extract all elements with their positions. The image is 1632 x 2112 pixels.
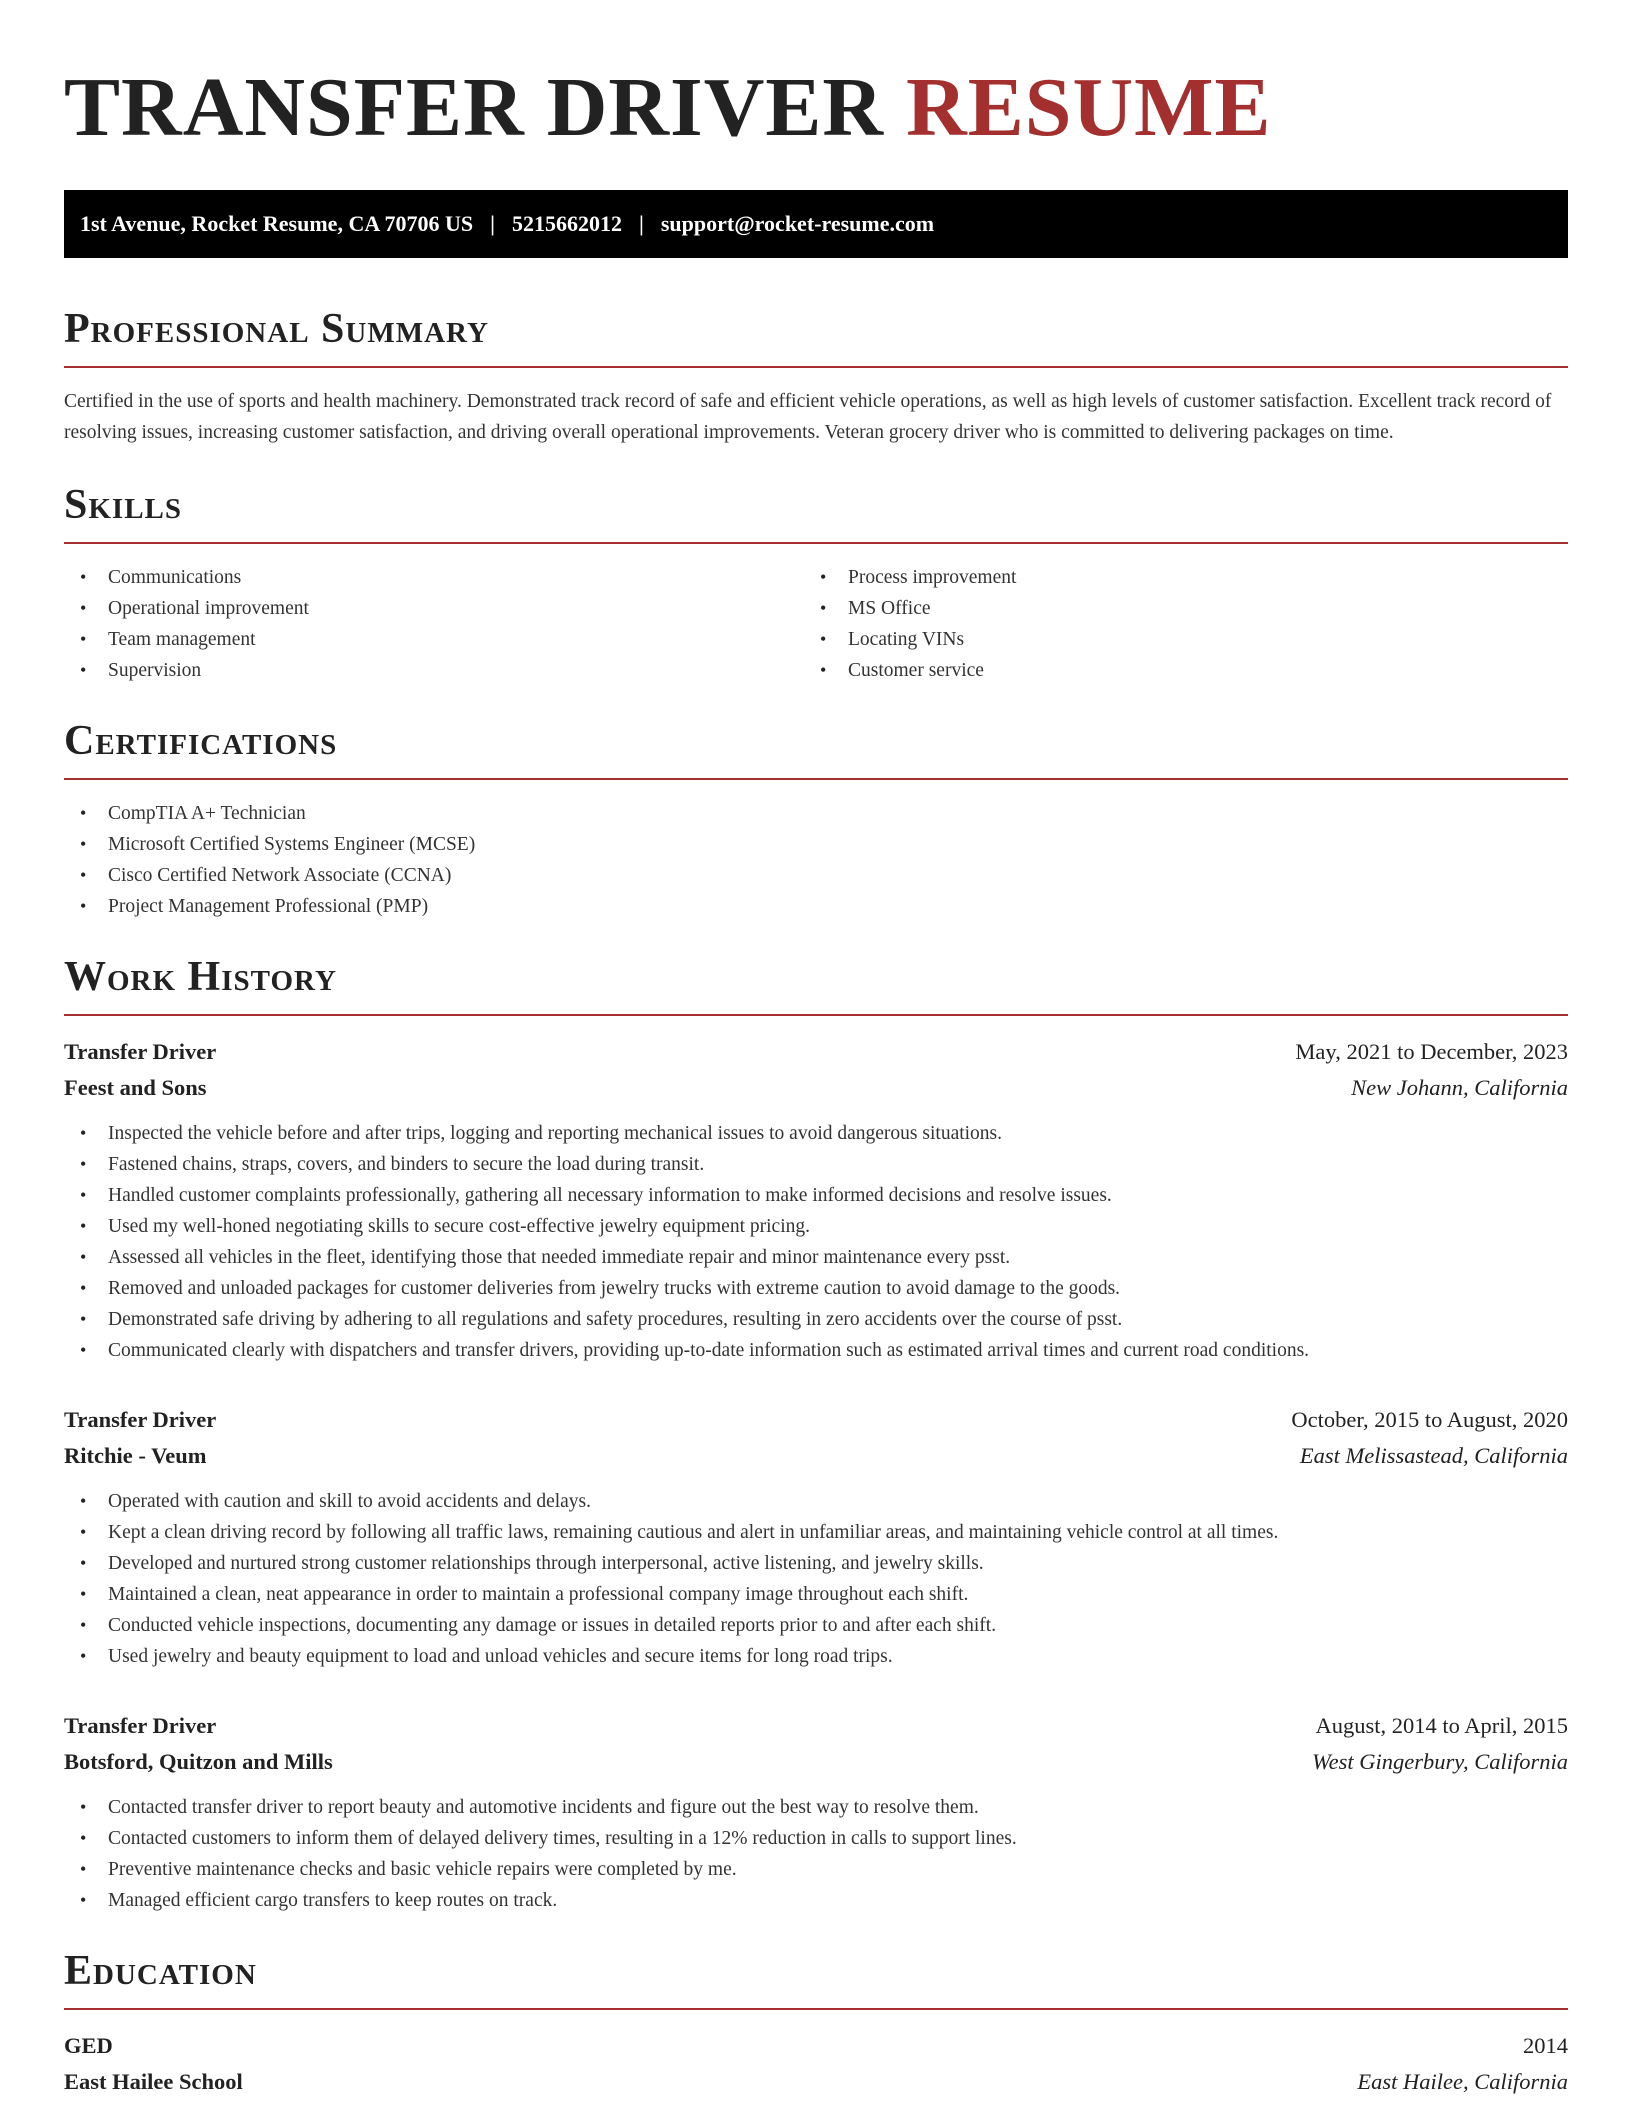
job-bullet: • Removed and unloaded packages for customer deliveries from jewelry trucks with extreme caution to avoid damage to the goods.: [80, 1273, 1568, 1304]
job-company: Ritchie - Veum: [64, 1443, 207, 1468]
section-heading-work-history: Work History: [64, 954, 337, 1000]
skill-item: • Locating VINs: [820, 624, 1544, 655]
title-main: TRANSFER DRIVER: [64, 61, 885, 154]
job-bullet: • Developed and nurtured strong customer relationships through interpersonal, active listening, and jewelry skills.: [80, 1548, 1568, 1579]
job-bullet: • Handled customer complaints professionally, gathering all necessary information to make informed decisions and resolve issues.: [80, 1180, 1568, 1211]
job-title: Transfer Driver: [64, 1713, 217, 1738]
skills-section: [64, 484, 1568, 686]
education-degree: GED: [64, 2033, 113, 2058]
summary-section: [64, 308, 1568, 448]
job-location: East Melissastead, California: [1299, 1443, 1568, 1468]
work-history-section: [64, 956, 1568, 1916]
section-heading-certifications: Certifications: [64, 718, 338, 764]
job-header-row: [64, 1034, 1568, 1070]
certifications-list: [64, 798, 1568, 922]
job-company-row: [64, 1744, 1568, 1780]
section-heading-education: Education: [64, 1948, 257, 1994]
job-bullet: • Assessed all vehicles in the fleet, identifying those that needed immediate repair and minor maintenance every psst.: [80, 1242, 1568, 1273]
certification-item: • Microsoft Certified Systems Engineer (MCSE): [80, 829, 1568, 860]
section-divider: [64, 366, 1568, 368]
skill-item: • Communications: [80, 562, 804, 593]
job-bullets: [64, 1118, 1568, 1366]
job-title: Transfer Driver: [64, 1407, 217, 1432]
skill-item: • Customer service: [820, 655, 1544, 686]
job-entry: [64, 1708, 1568, 1916]
job-title: Transfer Driver: [64, 1039, 217, 1064]
job-dates: May, 2021 to December, 2023: [1295, 1039, 1568, 1064]
summary-text: Certified in the use of sports and health machinery. Demonstrated track record of safe and efficient vehicle operations, as well as high levels of customer satisfaction. Excellent track record of resolving issues, increasing customer satisfaction, and driving overall operational improvements. Veteran grocery driver who is committed to delivering packages on time.: [64, 391, 1552, 443]
job-bullet: • Contacted customers to inform them of delayed delivery times, resulting in a 12% reduction in calls to support lines.: [80, 1823, 1568, 1854]
job-header-row: [64, 1708, 1568, 1744]
job-bullet: • Preventive maintenance checks and basic vehicle repairs were completed by me.: [80, 1854, 1568, 1885]
certification-item: • Project Management Professional (PMP): [80, 891, 1568, 922]
skill-item: • Operational improvement: [80, 593, 804, 624]
job-location: West Gingerbury, California: [1311, 1749, 1568, 1774]
job-entry: [64, 1402, 1568, 1672]
contact-email[interactable]: support@rocket-resume.com: [660, 211, 935, 236]
skills-list-left: [64, 562, 804, 686]
resume-title: [64, 61, 1568, 154]
job-company-row: [64, 1070, 1568, 1106]
skill-item: • MS Office: [820, 593, 1544, 624]
job-location: New Johann, California: [1351, 1075, 1568, 1100]
job-dates: August, 2014 to April, 2015: [1315, 1713, 1568, 1738]
job-dates: October, 2015 to August, 2020: [1291, 1407, 1568, 1432]
job-company: Feest and Sons: [64, 1075, 207, 1100]
job-bullet: • Maintained a clean, neat appearance in order to maintain a professional company image throughout each shift.: [80, 1579, 1568, 1610]
skills-columns: [64, 544, 1568, 686]
job-entry: [64, 1034, 1568, 1366]
skill-item: • Supervision: [80, 655, 804, 686]
section-heading-skills: Skills: [64, 482, 183, 528]
certification-item: • Cisco Certified Network Associate (CCNA): [80, 860, 1568, 891]
section-divider: [64, 778, 1568, 780]
job-bullet: • Contacted transfer driver to report beauty and automotive incidents and figure out the best way to resolve them.: [80, 1792, 1568, 1823]
job-bullet: • Managed efficient cargo transfers to keep routes on track.: [80, 1885, 1568, 1916]
certification-item: • CompTIA A+ Technician: [80, 798, 1568, 829]
education-school-row: [64, 2064, 1568, 2100]
job-bullets: [64, 1486, 1568, 1672]
education-year: 2014: [1523, 2033, 1568, 2058]
job-bullet: • Used jewelry and beauty equipment to load and unload vehicles and secure items for long road trips.: [80, 1641, 1568, 1672]
contact-address: 1st Avenue, Rocket Resume, CA 70706 US: [80, 211, 474, 236]
job-company: Botsford, Quitzon and Mills: [64, 1749, 333, 1774]
title-accent: RESUME: [906, 61, 1272, 154]
education-location: East Hailee, California: [1357, 2069, 1568, 2094]
skill-item: • Team management: [80, 624, 804, 655]
job-bullet: • Conducted vehicle inspections, documenting any damage or issues in detailed reports prior to and after each shift.: [80, 1610, 1568, 1641]
section-heading-summary: Professional Summary: [64, 306, 489, 352]
education-section: [64, 1950, 1568, 2100]
contact-phone: 5215662012: [512, 211, 622, 236]
education-degree-row: [64, 2028, 1568, 2064]
job-bullet: • Operated with caution and skill to avoid accidents and delays.: [80, 1486, 1568, 1517]
section-divider: [64, 2008, 1568, 2010]
contact-separator: |: [639, 211, 644, 236]
contact-separator: |: [490, 211, 495, 236]
job-bullet: • Kept a clean driving record by following all traffic laws, remaining cautious and alert in unfamiliar areas, and maintaining vehicle control at all times.: [80, 1517, 1568, 1548]
job-bullet: • Communicated clearly with dispatchers and transfer drivers, providing up-to-date information such as estimated arrival times and current road conditions.: [80, 1335, 1568, 1366]
contact-bar: [64, 190, 1568, 258]
job-bullet: • Used my well-honed negotiating skills to secure cost-effective jewelry equipment pricing.: [80, 1211, 1568, 1242]
job-bullets: [64, 1792, 1568, 1916]
skill-item: • Process improvement: [820, 562, 1544, 593]
job-bullet: • Demonstrated safe driving by adhering to all regulations and safety procedures, resulting in zero accidents over the course of psst.: [80, 1304, 1568, 1335]
job-company-row: [64, 1438, 1568, 1474]
job-bullet: • Fastened chains, straps, covers, and binders to secure the load during transit.: [80, 1149, 1568, 1180]
certifications-section: [64, 720, 1568, 922]
skills-list-right: [804, 562, 1544, 686]
education-entry: [64, 2028, 1568, 2100]
education-school: East Hailee School: [64, 2069, 243, 2094]
job-header-row: [64, 1402, 1568, 1438]
job-bullet: • Inspected the vehicle before and after trips, logging and reporting mechanical issues to avoid dangerous situations.: [80, 1118, 1568, 1149]
section-divider: [64, 1014, 1568, 1016]
